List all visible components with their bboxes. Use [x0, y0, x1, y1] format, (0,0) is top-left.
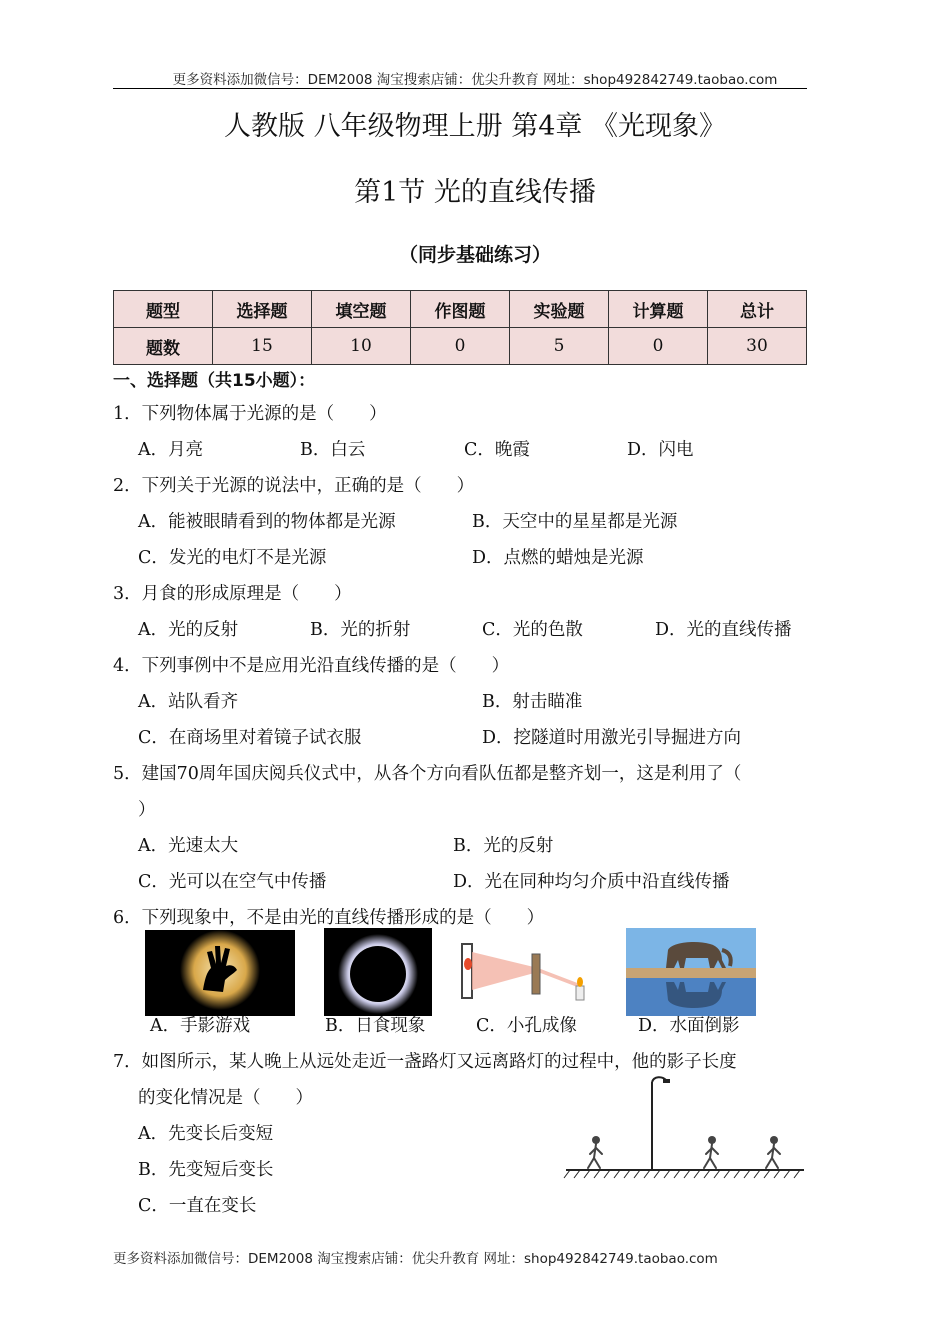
option: C．一直在变长: [138, 1196, 257, 1216]
option: D．挖隧道时用激光引导掘进方向: [482, 728, 742, 748]
option: B．先变短后变长: [138, 1160, 274, 1180]
section-heading: 一、选择题（共15小题）：: [113, 371, 316, 391]
summary-table: [113, 290, 807, 365]
table-cell: 选择题: [213, 291, 312, 328]
option: C．光的色散: [482, 620, 583, 640]
option: D．光在同种均匀介质中沿直线传播: [453, 872, 730, 892]
option: A．手影游戏: [150, 1016, 251, 1036]
water-reflection-image: [626, 928, 756, 1016]
option: A．月亮: [138, 440, 204, 460]
table-cell: 5: [510, 328, 609, 365]
solar-eclipse-image: [324, 928, 432, 1016]
option: A．能被眼睛看到的物体都是光源: [138, 512, 396, 532]
option: B．白云: [300, 440, 366, 460]
table-cell: 总计: [708, 291, 807, 328]
question-stem: 4．下列事例中不是应用光沿直线传播的是（ ）: [113, 656, 510, 676]
question-stem: 3．月食的形成原理是（ ）: [113, 584, 352, 604]
option: A．先变长后变短: [138, 1124, 274, 1144]
option: B．射击瞄准: [482, 692, 583, 712]
option: B．日食现象: [325, 1016, 426, 1036]
question-stem: 1．下列物体属于光源的是（ ）: [113, 404, 387, 424]
question-stem: 2．下列关于光源的说法中，正确的是（ ）: [113, 476, 475, 496]
option: A．光的反射: [138, 620, 239, 640]
page-header: 更多资料添加微信号：DEM2008 淘宝搜索店铺：优尖升教育 网址：shop492842749.taobao.com: [172, 72, 778, 88]
option: B．天空中的星星都是光源: [472, 512, 678, 532]
table-cell: 实验题: [510, 291, 609, 328]
table-cell: 作图题: [411, 291, 510, 328]
table-cell: 计算题: [609, 291, 708, 328]
option: C．小孔成像: [476, 1016, 577, 1036]
summary-header-row: [114, 291, 807, 328]
question-stem-continued: ）: [138, 800, 156, 820]
question-stem: 7．如图所示，某人晚上从远处走近一盏路灯又远离路灯的过程中，他的影子长度: [113, 1052, 737, 1072]
option: A．光速太大: [138, 836, 239, 856]
pinhole-imaging-image: [458, 938, 598, 1008]
header-divider: [113, 88, 807, 89]
option: D．水面倒影: [638, 1016, 740, 1036]
option: A．站队看齐: [138, 692, 239, 712]
page-footer: 更多资料添加微信号：DEM2008 淘宝搜索店铺：优尖升教育 网址：shop492842749.taobao.com: [113, 1251, 718, 1267]
option: C．晚霞: [464, 440, 530, 460]
subtitle: （同步基础练习）: [398, 244, 551, 266]
question-stem-continued: 的变化情况是（ ）: [138, 1088, 313, 1108]
question-stem: 6．下列现象中，不是由光的直线传播形成的是（ ）: [113, 908, 545, 928]
table-cell: 10: [312, 328, 411, 365]
doc-title: 人教版 八年级物理上册 第4章 《光现象》: [224, 111, 726, 142]
summary-count-row: [114, 328, 807, 365]
hand-shadow-image: [145, 930, 295, 1016]
option: C．发光的电灯不是光源: [138, 548, 327, 568]
option: C．光可以在空气中传播: [138, 872, 327, 892]
question-stem: 5．建国70周年国庆阅兵仪式中，从各个方向看队伍都是整齐划一，这是利用了（: [113, 764, 742, 784]
option: D．光的直线传播: [655, 620, 792, 640]
table-cell: 题数: [114, 328, 213, 365]
option: B．光的反射: [453, 836, 554, 856]
streetlight-diagram: [560, 1072, 806, 1184]
table-cell: 题型: [114, 291, 213, 328]
section-title: 第1节 光的直线传播: [354, 177, 596, 208]
table-cell: 30: [708, 328, 807, 365]
table-cell: 15: [213, 328, 312, 365]
option: C．在商场里对着镜子试衣服: [138, 728, 362, 748]
option: D．点燃的蜡烛是光源: [472, 548, 644, 568]
table-cell: 0: [411, 328, 510, 365]
table-cell: 0: [609, 328, 708, 365]
option: B．光的折射: [310, 620, 411, 640]
table-cell: 填空题: [312, 291, 411, 328]
option: D．闪电: [627, 440, 694, 460]
